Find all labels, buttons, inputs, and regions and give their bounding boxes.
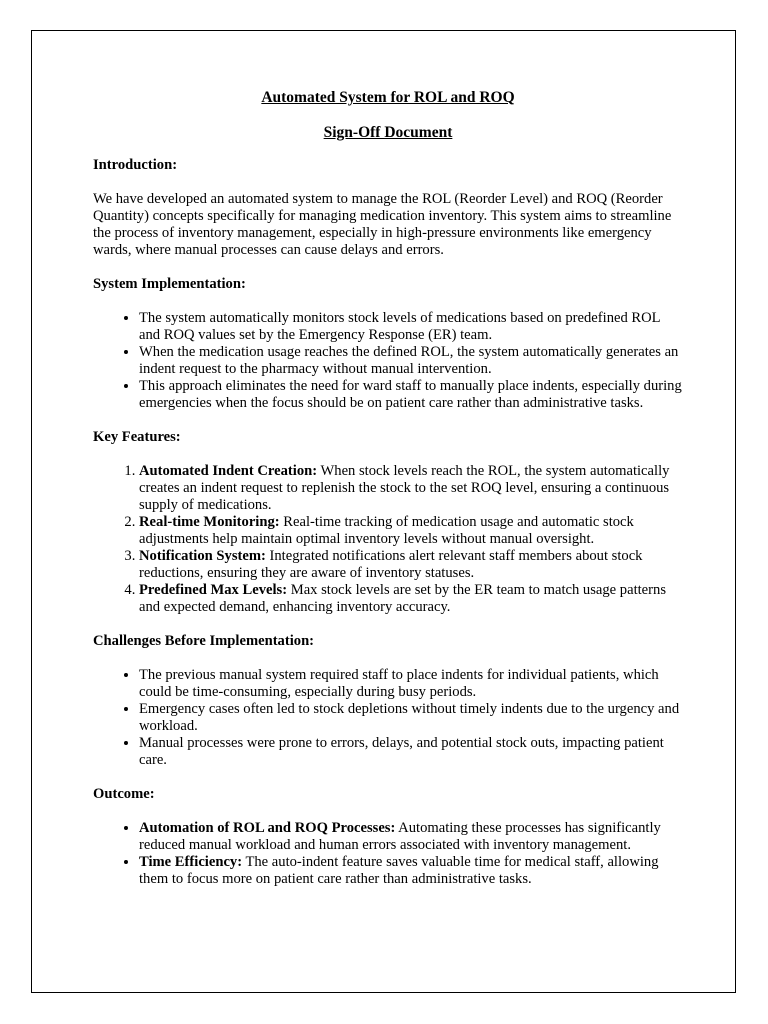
outcome-text: The auto-indent feature saves valuable time for medical staff, allowing them to focus more on patient care rather than administrative tasks. [139, 854, 659, 887]
challenges-list [93, 667, 683, 769]
feature-lead: Automated Indent Creation: [139, 463, 318, 479]
introduction-text: We have developed an automated system to manage the ROL (Reorder Level) and ROQ (Reorder Quantity) concepts specifically for managing medication inventory. This system aims to streamline the process of inventory management, especially in high-pressure environments like emergency wards, where manual processes can cause delays and errors. [93, 191, 672, 258]
feature-lead: Notification System: [139, 548, 266, 564]
list-item: • The previous manual system required staff to place indents for individual patients, which could be time-consuming, especially during busy periods. [139, 667, 683, 701]
document-title: Automated System for ROL and ROQ [261, 89, 515, 106]
list-item [139, 548, 683, 582]
implementation-list [93, 310, 683, 412]
implementation-heading: System Implementation: [93, 276, 246, 292]
outcome-lead: Time Efficiency: [139, 854, 243, 870]
list-item: • When the medication usage reaches the defined ROL, the system automatically generates an indent request to the pharmacy without manual intervention. [139, 344, 683, 378]
list-item [139, 582, 683, 616]
list-item: • Manual processes were prone to errors, delays, and potential stock outs, impacting patient care. [139, 735, 683, 769]
feature-text: Integrated notifications alert relevant staff members about stock reductions, ensuring they are aware of inventory statuses. [139, 548, 643, 581]
outcome-text: Automating these processes has significantly reduced manual workload and human errors associated with inventory management. [139, 820, 661, 853]
outcome-heading: Outcome: [93, 786, 155, 802]
feature-text: Max stock levels are set by the ER team to match usage patterns and expected demand, enhancing inventory accuracy. [139, 582, 666, 615]
features-list [93, 463, 683, 616]
outcome-list [93, 820, 683, 888]
list-item: • This approach eliminates the need for ward staff to manually place indents, especially during emergencies when the focus should be on patient care rather than administrative tasks. [139, 378, 683, 412]
feature-text: When stock levels reach the ROL, the system automatically creates an indent request to replenish the stock to the set ROQ level, ensuring a continuous supply of medications. [139, 463, 670, 513]
list-item [139, 854, 683, 888]
introduction-heading: Introduction: [93, 157, 178, 173]
list-item [139, 514, 683, 548]
outcome-lead: Automation of ROL and ROQ Processes: [139, 820, 396, 836]
list-item: • Emergency cases often led to stock depletions without timely indents due to the urgency and workload. [139, 701, 683, 735]
feature-lead: Real-time Monitoring: [139, 514, 280, 530]
feature-lead: Predefined Max Levels: [139, 582, 288, 598]
list-item [139, 820, 683, 854]
challenges-heading: Challenges Before Implementation: [93, 633, 315, 649]
features-heading: Key Features: [93, 429, 181, 445]
list-item [139, 463, 683, 514]
list-item: • The system automatically monitors stock levels of medications based on predefined ROL and ROQ values set by the Emergency Response (ER) team. [139, 310, 683, 344]
document-body [93, 88, 683, 888]
feature-text: Real-time tracking of medication usage and automatic stock adjustments help maintain optimal inventory levels without manual oversight. [139, 514, 634, 547]
document-subtitle: Sign-Off Document [323, 124, 453, 141]
